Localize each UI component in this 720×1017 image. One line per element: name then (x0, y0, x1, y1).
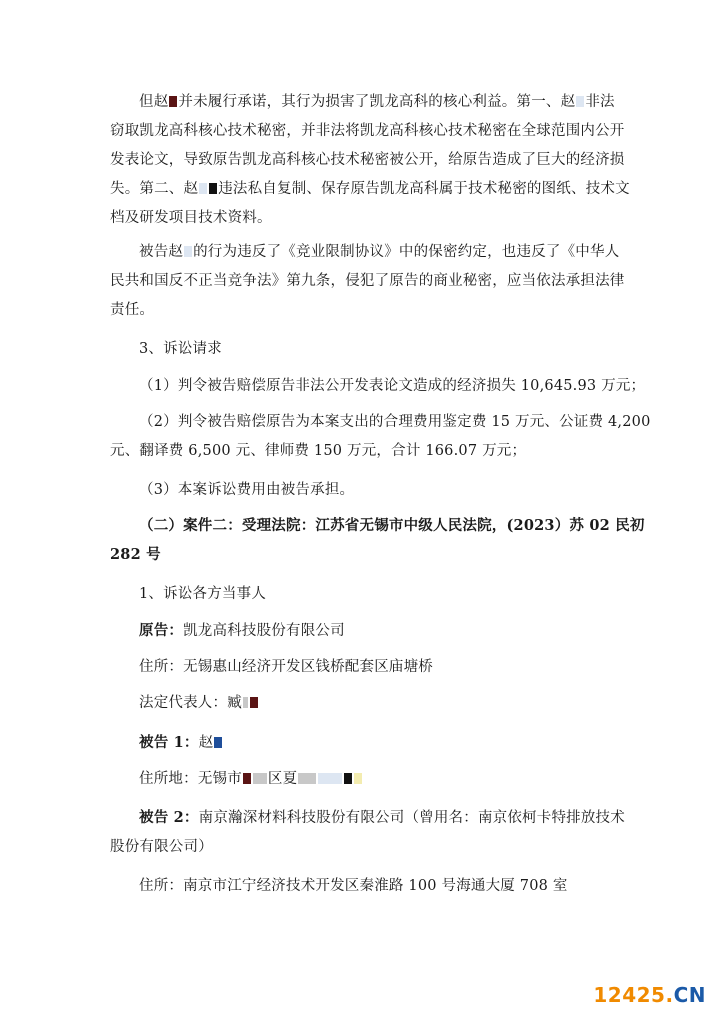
plaintiff-name: 凯龙高科技股份有限公司 (183, 623, 345, 639)
redaction-mark (243, 773, 251, 784)
case2-heading-line2: 282 号 (110, 546, 161, 563)
site-watermark: 12425.CN (593, 983, 706, 1007)
redaction-mark (243, 697, 248, 708)
redaction-mark (250, 697, 258, 708)
defendant1-address-row: 住所地：无锡市 区夏 (139, 769, 363, 789)
defendant1-row: 被告 1：赵 (139, 733, 223, 753)
redaction-mark (184, 246, 192, 257)
redaction-mark (576, 96, 584, 107)
redaction-mark (354, 773, 362, 784)
defendant2-row-line2: 股份有限公司） (110, 839, 213, 855)
defendant2-row-line1: 被告 2：南京瀚深材料科技股份有限公司（曾用名：南京依柯卡特排放技术 (139, 809, 625, 826)
legal-representative-row: 法定代表人：臧 (139, 693, 259, 713)
redaction-mark (253, 773, 267, 784)
para1-line2: 窃取凯龙高科核心技术秘密，并非法将凯龙高科核心技术秘密在全球范围内公开 (110, 123, 625, 139)
redaction-mark (344, 773, 352, 784)
plaintiff-label: 原告： (139, 622, 184, 639)
redaction-mark (298, 773, 316, 784)
para1-line1: 但赵 并未履行承诺，其行为损害了凯龙高科的核心利益。第一、赵 非法 (139, 94, 615, 110)
para1-line3: 发表论文，导致原告凯龙高科核心技术秘密被公开，给原告造成了巨大的经济损 (110, 152, 625, 168)
para2-line2: 民共和国反不正当竞争法》第九条，侵犯了原告的商业秘密，应当依法承担法律 (110, 273, 625, 289)
section-claims-heading: 3、诉讼请求 (139, 341, 222, 357)
para1-line4: 失。第二、赵 违法私自复制、保存原告凯龙高科属于技术秘密的图纸、技术文 (110, 181, 630, 197)
plaintiff-address-row: 住所：无锡惠山经济开发区钱桥配套区庙塘桥 (139, 659, 434, 675)
redaction-mark (199, 183, 207, 194)
redaction-mark (169, 96, 177, 107)
claim-1: （1）判令被告赔偿原告非法公开发表论文造成的经济损失 10,645.93 万元； (139, 378, 646, 394)
para2-line1: 被告赵 的行为违反了《竞业限制协议》中的保密约定，也违反了《中华人 (139, 244, 620, 260)
claim-3: （3）本案诉讼费用由被告承担。 (139, 482, 355, 498)
claim-2-line1: （2）判令被告赔偿原告为本案支出的合理费用鉴定费 15 万元、公证费 4,200 (139, 414, 651, 430)
case2-heading-line1: （二）案件二：受理法院：江苏省无锡市中级人民法院，(2023）苏 02 民初 (139, 517, 645, 534)
defendant2-address-row: 住所：南京市江宁经济技术开发区秦淮路 100 号海通大厦 708 室 (139, 878, 568, 894)
redaction-mark (318, 773, 342, 784)
plaintiff-row (139, 621, 345, 641)
redaction-mark (209, 183, 217, 194)
redaction-mark (214, 737, 222, 748)
para2-line3: 责任。 (110, 302, 155, 318)
claim-2-line2: 元、翻译费 6,500 元、律师费 150 万元，合计 166.07 万元； (110, 443, 527, 459)
para1-line5: 档及研发项目技术资料。 (110, 210, 272, 226)
parties-heading: 1、诉讼各方当事人 (139, 586, 267, 602)
